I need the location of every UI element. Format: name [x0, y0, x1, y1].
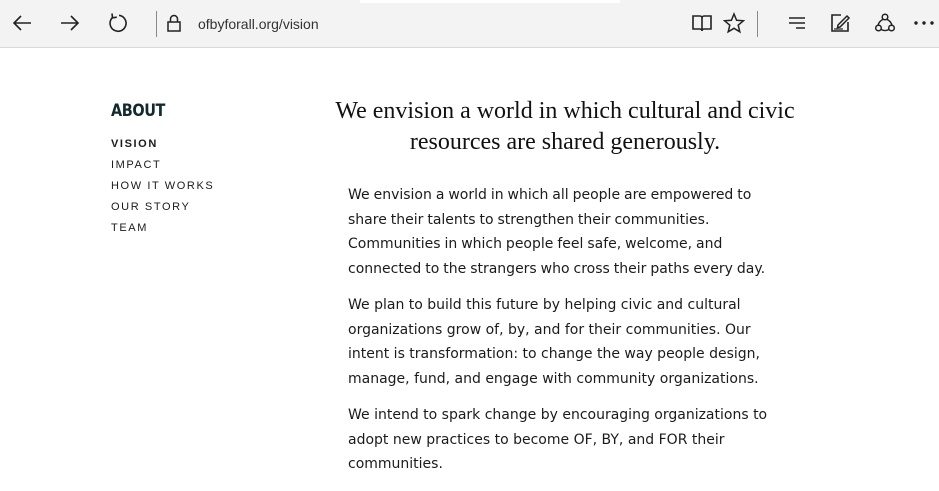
book-icon: [691, 12, 713, 34]
sidebar-item-our-story[interactable]: OUR STORY: [111, 201, 191, 213]
back-arrow-icon: [11, 12, 33, 34]
more-button[interactable]: [909, 5, 939, 41]
about-sidebar: [111, 100, 214, 239]
forward-arrow-icon: [59, 12, 81, 34]
address-divider: [156, 11, 157, 37]
sidebar-item-vision[interactable]: VISION: [111, 138, 158, 150]
sidebar-item-impact[interactable]: IMPACT: [111, 159, 162, 171]
web-note-button[interactable]: [822, 5, 858, 41]
forward-button[interactable]: [52, 5, 88, 41]
more-dots-icon: [911, 12, 937, 34]
page-headline: [330, 96, 800, 158]
vision-paragraph: We envision a world in which all people are empowered to share their talents to strengthen their communities. Communities in which people feel safe, welcome, and connected to the strangers who cross their paths every day.: [348, 187, 766, 277]
refresh-icon: [106, 12, 128, 34]
refresh-button[interactable]: [99, 5, 135, 41]
hub-lines-icon: [786, 12, 808, 34]
sidebar-heading[interactable]: ABOUT: [111, 101, 165, 121]
address-bar-url[interactable]: ofbyforall.org/vision: [198, 16, 319, 32]
sidebar-item-how-it-works[interactable]: HOW IT WORKS: [111, 180, 215, 192]
headline-line-1: We envision a world in which cultural and civic: [335, 98, 795, 124]
pen-note-icon: [829, 12, 851, 34]
tab-strip-highlight: [360, 0, 620, 3]
plan-paragraph: We plan to build this future by helping civic and cultural organizations grow of, by, and for their communities. Our intent is transformation: to change the way people design, manage, fund, and engage with community organizations.: [348, 297, 760, 387]
reading-view-button[interactable]: [684, 5, 720, 41]
browser-toolbar: [0, 0, 939, 48]
hub-button[interactable]: [779, 5, 815, 41]
star-icon: [723, 12, 745, 34]
lock-icon: [164, 13, 184, 33]
share-button[interactable]: [867, 5, 903, 41]
sidebar-item-team[interactable]: TEAM: [111, 222, 148, 234]
change-paragraph: We intend to spark change by encouraging organizations to adopt new practices to become OF, BY, and FOR their communities.: [348, 407, 768, 472]
favorite-button[interactable]: [716, 5, 752, 41]
vision-body: [348, 183, 778, 489]
back-button[interactable]: [4, 5, 40, 41]
toolbar-separator: [757, 11, 758, 37]
share-icon: [874, 12, 896, 34]
headline-line-2: resources are shared generously.: [409, 129, 721, 155]
